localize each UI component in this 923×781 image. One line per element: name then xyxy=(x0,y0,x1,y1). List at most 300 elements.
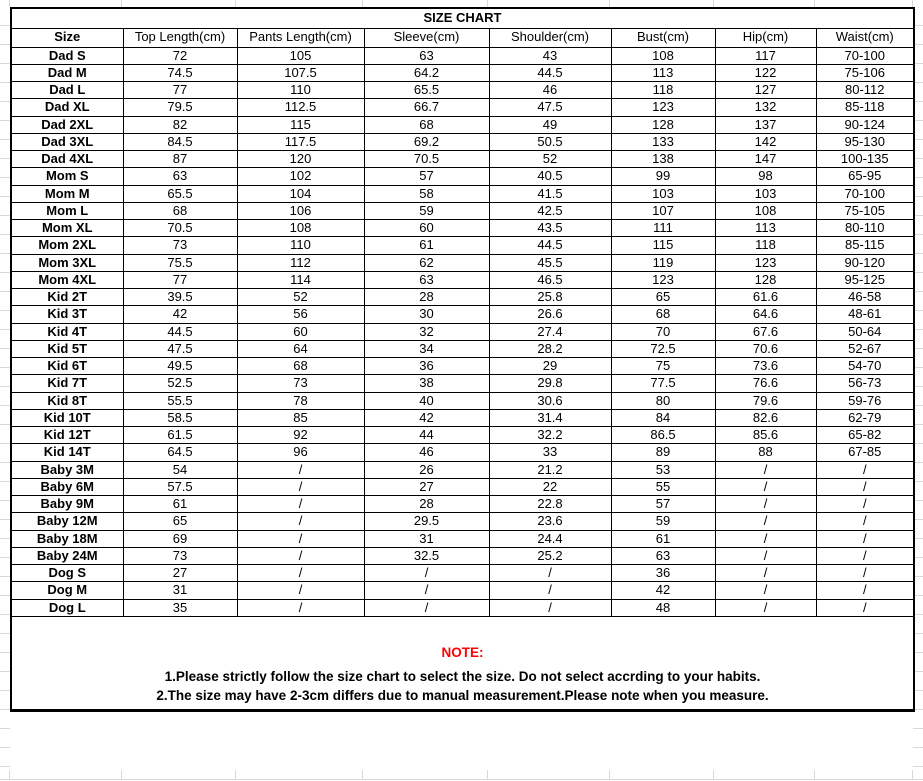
value-cell: 55 xyxy=(611,478,715,495)
value-cell: 28 xyxy=(364,289,489,306)
table-row xyxy=(11,565,914,582)
value-cell: 147 xyxy=(715,151,816,168)
header-row xyxy=(11,28,914,47)
value-cell: 67.6 xyxy=(715,323,816,340)
size-label-cell: Dad 4XL xyxy=(11,151,123,168)
value-cell: 61.5 xyxy=(123,427,237,444)
value-cell: 78 xyxy=(237,392,364,409)
value-cell: 70.5 xyxy=(123,220,237,237)
value-cell: 113 xyxy=(611,64,715,81)
value-cell: 73.6 xyxy=(715,358,816,375)
value-cell: 32.5 xyxy=(364,547,489,564)
size-label-cell: Kid 12T xyxy=(11,427,123,444)
value-cell: 73 xyxy=(123,547,237,564)
value-cell: 22 xyxy=(489,478,611,495)
value-cell: 29.5 xyxy=(364,513,489,530)
size-label-cell: Baby 12M xyxy=(11,513,123,530)
value-cell: 75-106 xyxy=(816,64,914,81)
value-cell: / xyxy=(715,513,816,530)
value-cell: 89 xyxy=(611,444,715,461)
value-cell: 128 xyxy=(611,116,715,133)
value-cell: 50-64 xyxy=(816,323,914,340)
value-cell: 100-135 xyxy=(816,151,914,168)
value-cell: 42 xyxy=(611,582,715,599)
value-cell: 70.6 xyxy=(715,340,816,357)
size-label-cell: Dad L xyxy=(11,82,123,99)
table-row xyxy=(11,582,914,599)
size-label-cell: Mom L xyxy=(11,202,123,219)
table-row xyxy=(11,461,914,478)
value-cell: 80 xyxy=(611,392,715,409)
value-cell: 43 xyxy=(489,47,611,64)
value-cell: 68 xyxy=(237,358,364,375)
value-cell: 119 xyxy=(611,254,715,271)
column-header: Hip(cm) xyxy=(715,28,816,47)
table-row xyxy=(11,289,914,306)
value-cell: / xyxy=(237,547,364,564)
value-cell: 77 xyxy=(123,82,237,99)
value-cell: 85.6 xyxy=(715,427,816,444)
value-cell: 56-73 xyxy=(816,375,914,392)
value-cell: 53 xyxy=(611,461,715,478)
value-cell: / xyxy=(715,565,816,582)
column-header: Waist(cm) xyxy=(816,28,914,47)
value-cell: / xyxy=(816,547,914,564)
value-cell: 57 xyxy=(364,168,489,185)
value-cell: 46.5 xyxy=(489,271,611,288)
value-cell: 44 xyxy=(364,427,489,444)
table-row xyxy=(11,427,914,444)
column-header: Bust(cm) xyxy=(611,28,715,47)
value-cell: / xyxy=(816,513,914,530)
value-cell: 96 xyxy=(237,444,364,461)
value-cell: 70 xyxy=(611,323,715,340)
value-cell: 108 xyxy=(237,220,364,237)
value-cell: 46 xyxy=(364,444,489,461)
value-cell: 103 xyxy=(611,185,715,202)
value-cell: 33 xyxy=(489,444,611,461)
value-cell: 52 xyxy=(489,151,611,168)
value-cell: 85-118 xyxy=(816,99,914,116)
table-row xyxy=(11,513,914,530)
value-cell: / xyxy=(816,478,914,495)
value-cell: 58 xyxy=(364,185,489,202)
value-cell: 66.7 xyxy=(364,99,489,116)
value-cell: 47.5 xyxy=(489,99,611,116)
value-cell: 47.5 xyxy=(123,340,237,357)
size-label-cell: Mom 2XL xyxy=(11,237,123,254)
size-label-cell: Mom XL xyxy=(11,220,123,237)
value-cell: 36 xyxy=(364,358,489,375)
value-cell: / xyxy=(364,582,489,599)
table-row xyxy=(11,599,914,616)
value-cell: 75 xyxy=(611,358,715,375)
value-cell: 90-124 xyxy=(816,116,914,133)
value-cell: 68 xyxy=(364,116,489,133)
gridline-strip-bottom xyxy=(0,770,923,780)
value-cell: 70.5 xyxy=(364,151,489,168)
value-cell: 65.5 xyxy=(123,185,237,202)
value-cell: 120 xyxy=(237,151,364,168)
value-cell: 87 xyxy=(123,151,237,168)
table-row xyxy=(11,530,914,547)
size-label-cell: Dad XL xyxy=(11,99,123,116)
value-cell: 65 xyxy=(123,513,237,530)
table-row xyxy=(11,409,914,426)
size-label-cell: Dad 2XL xyxy=(11,116,123,133)
column-header-size: Size xyxy=(11,28,123,47)
value-cell: 59-76 xyxy=(816,392,914,409)
value-cell: 41.5 xyxy=(489,185,611,202)
value-cell: 82 xyxy=(123,116,237,133)
size-label-cell: Mom S xyxy=(11,168,123,185)
value-cell: 61 xyxy=(123,496,237,513)
value-cell: 68 xyxy=(123,202,237,219)
column-header: Pants Length(cm) xyxy=(237,28,364,47)
size-label-cell: Mom 3XL xyxy=(11,254,123,271)
value-cell: 27 xyxy=(364,478,489,495)
value-cell: 32.2 xyxy=(489,427,611,444)
size-label-cell: Mom 4XL xyxy=(11,271,123,288)
value-cell: 26.6 xyxy=(489,306,611,323)
table-row xyxy=(11,392,914,409)
gridline-strip-left xyxy=(0,7,10,770)
value-cell: 64 xyxy=(237,340,364,357)
value-cell: 28 xyxy=(364,496,489,513)
value-cell: 118 xyxy=(611,82,715,99)
value-cell: 35 xyxy=(123,599,237,616)
value-cell: 59 xyxy=(611,513,715,530)
size-label-cell: Kid 4T xyxy=(11,323,123,340)
value-cell: 110 xyxy=(237,237,364,254)
value-cell: 64.6 xyxy=(715,306,816,323)
table-row xyxy=(11,306,914,323)
value-cell: 80-110 xyxy=(816,220,914,237)
value-cell: 123 xyxy=(611,271,715,288)
value-cell: / xyxy=(237,530,364,547)
value-cell: 62 xyxy=(364,254,489,271)
value-cell: 56 xyxy=(237,306,364,323)
note-lines xyxy=(12,667,913,705)
value-cell: 74.5 xyxy=(123,64,237,81)
size-label-cell: Dad S xyxy=(11,47,123,64)
value-cell: / xyxy=(715,530,816,547)
table-row xyxy=(11,168,914,185)
value-cell: 42.5 xyxy=(489,202,611,219)
size-label-cell: Dad 3XL xyxy=(11,133,123,150)
size-label-cell: Kid 7T xyxy=(11,375,123,392)
value-cell: 118 xyxy=(715,237,816,254)
value-cell: 45.5 xyxy=(489,254,611,271)
value-cell: / xyxy=(816,599,914,616)
value-cell: / xyxy=(237,496,364,513)
value-cell: 117.5 xyxy=(237,133,364,150)
size-label-cell: Kid 8T xyxy=(11,392,123,409)
table-row xyxy=(11,547,914,564)
table-row xyxy=(11,82,914,99)
value-cell: 76.6 xyxy=(715,375,816,392)
value-cell: / xyxy=(237,513,364,530)
value-cell: 111 xyxy=(611,220,715,237)
value-cell: / xyxy=(715,582,816,599)
value-cell: / xyxy=(237,565,364,582)
column-header: Shoulder(cm) xyxy=(489,28,611,47)
value-cell: / xyxy=(489,565,611,582)
value-cell: 57 xyxy=(611,496,715,513)
value-cell: 34 xyxy=(364,340,489,357)
value-cell: 25.8 xyxy=(489,289,611,306)
value-cell: 32 xyxy=(364,323,489,340)
value-cell: 106 xyxy=(237,202,364,219)
value-cell: 46 xyxy=(489,82,611,99)
value-cell: 23.6 xyxy=(489,513,611,530)
title-row xyxy=(11,8,914,28)
value-cell: 61 xyxy=(364,237,489,254)
value-cell: 110 xyxy=(237,82,364,99)
size-label-cell: Baby 18M xyxy=(11,530,123,547)
size-label-cell: Mom M xyxy=(11,185,123,202)
value-cell: 54 xyxy=(123,461,237,478)
value-cell: 82.6 xyxy=(715,409,816,426)
value-cell: 65.5 xyxy=(364,82,489,99)
value-cell: / xyxy=(237,582,364,599)
value-cell: 49 xyxy=(489,116,611,133)
value-cell: 107 xyxy=(611,202,715,219)
value-cell: 21.2 xyxy=(489,461,611,478)
value-cell: 61 xyxy=(611,530,715,547)
value-cell: 31.4 xyxy=(489,409,611,426)
value-cell: 86.5 xyxy=(611,427,715,444)
value-cell: / xyxy=(237,478,364,495)
size-label-cell: Dog M xyxy=(11,582,123,599)
value-cell: 36 xyxy=(611,565,715,582)
size-label-cell: Kid 3T xyxy=(11,306,123,323)
value-cell: 39.5 xyxy=(123,289,237,306)
value-cell: 25.2 xyxy=(489,547,611,564)
size-label-cell: Baby 9M xyxy=(11,496,123,513)
value-cell: 42 xyxy=(123,306,237,323)
value-cell: 77.5 xyxy=(611,375,715,392)
value-cell: 72 xyxy=(123,47,237,64)
value-cell: 65-95 xyxy=(816,168,914,185)
value-cell: / xyxy=(489,599,611,616)
table-row xyxy=(11,478,914,495)
table-row xyxy=(11,99,914,116)
note-row xyxy=(11,616,914,710)
value-cell: 133 xyxy=(611,133,715,150)
value-cell: / xyxy=(364,599,489,616)
value-cell: / xyxy=(816,582,914,599)
value-cell: 63 xyxy=(364,271,489,288)
value-cell: 24.4 xyxy=(489,530,611,547)
value-cell: 107.5 xyxy=(237,64,364,81)
value-cell: 52.5 xyxy=(123,375,237,392)
value-cell: 72.5 xyxy=(611,340,715,357)
value-cell: 52-67 xyxy=(816,340,914,357)
value-cell: 68 xyxy=(611,306,715,323)
value-cell: 123 xyxy=(715,254,816,271)
value-cell: / xyxy=(816,530,914,547)
value-cell: 52 xyxy=(237,289,364,306)
gridline-strip-top xyxy=(0,0,923,7)
value-cell: 108 xyxy=(715,202,816,219)
value-cell: 61.6 xyxy=(715,289,816,306)
table-row xyxy=(11,220,914,237)
value-cell: 114 xyxy=(237,271,364,288)
value-cell: / xyxy=(816,565,914,582)
value-cell: 69.2 xyxy=(364,133,489,150)
value-cell: 75.5 xyxy=(123,254,237,271)
size-label-cell: Baby 6M xyxy=(11,478,123,495)
value-cell: 44.5 xyxy=(123,323,237,340)
value-cell: 42 xyxy=(364,409,489,426)
value-cell: 30 xyxy=(364,306,489,323)
value-cell: / xyxy=(364,565,489,582)
value-cell: 29 xyxy=(489,358,611,375)
value-cell: 64.2 xyxy=(364,64,489,81)
size-label-cell: Kid 14T xyxy=(11,444,123,461)
value-cell: 85 xyxy=(237,409,364,426)
chart-title: SIZE CHART xyxy=(11,8,914,28)
size-label-cell: Dog S xyxy=(11,565,123,582)
value-cell: 27 xyxy=(123,565,237,582)
value-cell: 49.5 xyxy=(123,358,237,375)
table-row xyxy=(11,202,914,219)
size-label-cell: Kid 2T xyxy=(11,289,123,306)
value-cell: / xyxy=(715,461,816,478)
value-cell: 137 xyxy=(715,116,816,133)
value-cell: / xyxy=(715,496,816,513)
value-cell: 31 xyxy=(364,530,489,547)
value-cell: 65 xyxy=(611,289,715,306)
size-label-cell: Kid 5T xyxy=(11,340,123,357)
value-cell: 55.5 xyxy=(123,392,237,409)
table-row xyxy=(11,254,914,271)
value-cell: 122 xyxy=(715,64,816,81)
value-cell: 112 xyxy=(237,254,364,271)
value-cell: 62-79 xyxy=(816,409,914,426)
note-section xyxy=(11,616,914,710)
note-line: 1.Please strictly follow the size chart to select the size. Do not select accrding to your habits. xyxy=(164,669,761,685)
table-row xyxy=(11,444,914,461)
value-cell: / xyxy=(816,496,914,513)
size-label-cell: Kid 6T xyxy=(11,358,123,375)
value-cell: / xyxy=(715,599,816,616)
value-cell: 60 xyxy=(364,220,489,237)
value-cell: 38 xyxy=(364,375,489,392)
table-row xyxy=(11,358,914,375)
size-label-cell: Dad M xyxy=(11,64,123,81)
size-label-cell: Baby 3M xyxy=(11,461,123,478)
value-cell: 95-125 xyxy=(816,271,914,288)
value-cell: 31 xyxy=(123,582,237,599)
value-cell: 84 xyxy=(611,409,715,426)
table-row xyxy=(11,323,914,340)
value-cell: 98 xyxy=(715,168,816,185)
value-cell: 70-100 xyxy=(816,185,914,202)
value-cell: 44.5 xyxy=(489,64,611,81)
table-row xyxy=(11,271,914,288)
value-cell: 138 xyxy=(611,151,715,168)
value-cell: 123 xyxy=(611,99,715,116)
value-cell: 102 xyxy=(237,168,364,185)
table-row xyxy=(11,185,914,202)
size-label-cell: Baby 24M xyxy=(11,547,123,564)
size-chart-table xyxy=(10,7,915,712)
value-cell: 65-82 xyxy=(816,427,914,444)
value-cell: 80-112 xyxy=(816,82,914,99)
value-cell: 79.6 xyxy=(715,392,816,409)
value-cell: 63 xyxy=(364,47,489,64)
value-cell: / xyxy=(816,461,914,478)
value-cell: 57.5 xyxy=(123,478,237,495)
size-label-cell: Kid 10T xyxy=(11,409,123,426)
value-cell: / xyxy=(715,547,816,564)
value-cell: 105 xyxy=(237,47,364,64)
table-body xyxy=(11,47,914,616)
value-cell: 132 xyxy=(715,99,816,116)
table-row xyxy=(11,375,914,392)
value-cell: 64.5 xyxy=(123,444,237,461)
value-cell: 113 xyxy=(715,220,816,237)
value-cell: 26 xyxy=(364,461,489,478)
value-cell: 112.5 xyxy=(237,99,364,116)
column-header: Top Length(cm) xyxy=(123,28,237,47)
value-cell: 63 xyxy=(123,168,237,185)
value-cell: 99 xyxy=(611,168,715,185)
value-cell: 60 xyxy=(237,323,364,340)
value-cell: 43.5 xyxy=(489,220,611,237)
value-cell: 117 xyxy=(715,47,816,64)
value-cell: 90-120 xyxy=(816,254,914,271)
value-cell: 50.5 xyxy=(489,133,611,150)
value-cell: / xyxy=(715,478,816,495)
value-cell: 108 xyxy=(611,47,715,64)
note-heading: NOTE: xyxy=(441,645,484,661)
value-cell: 127 xyxy=(715,82,816,99)
value-cell: 84.5 xyxy=(123,133,237,150)
value-cell: 46-58 xyxy=(816,289,914,306)
note-line: 2.The size may have 2-3cm differs due to manual measurement.Please note when you measure. xyxy=(156,688,769,704)
value-cell: 79.5 xyxy=(123,99,237,116)
value-cell: 95-130 xyxy=(816,133,914,150)
value-cell: 77 xyxy=(123,271,237,288)
value-cell: 59 xyxy=(364,202,489,219)
table-row xyxy=(11,47,914,64)
table-row xyxy=(11,151,914,168)
table-row xyxy=(11,133,914,150)
value-cell: 75-105 xyxy=(816,202,914,219)
value-cell: 142 xyxy=(715,133,816,150)
table-row xyxy=(11,237,914,254)
value-cell: 115 xyxy=(237,116,364,133)
value-cell: 85-115 xyxy=(816,237,914,254)
table-row xyxy=(11,340,914,357)
value-cell: 30.6 xyxy=(489,392,611,409)
value-cell: 63 xyxy=(611,547,715,564)
value-cell: 28.2 xyxy=(489,340,611,357)
value-cell: 103 xyxy=(715,185,816,202)
value-cell: 73 xyxy=(123,237,237,254)
value-cell: 40.5 xyxy=(489,168,611,185)
value-cell: / xyxy=(237,461,364,478)
value-cell: 115 xyxy=(611,237,715,254)
value-cell: 67-85 xyxy=(816,444,914,461)
value-cell: 92 xyxy=(237,427,364,444)
value-cell: 29.8 xyxy=(489,375,611,392)
value-cell: 88 xyxy=(715,444,816,461)
value-cell: 54-70 xyxy=(816,358,914,375)
